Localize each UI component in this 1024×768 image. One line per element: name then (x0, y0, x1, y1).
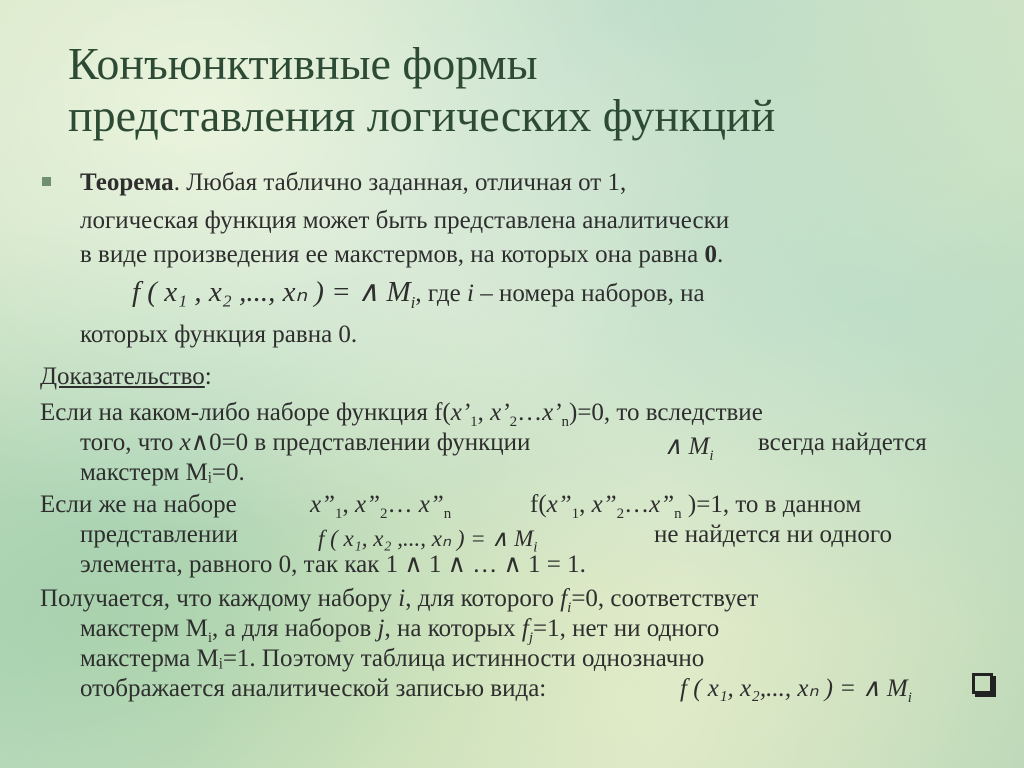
proof-p1-line-1: Если на каком-либо наборе функция $f(x’_1$, $x’_2\dots x’_n)=0$, то вследствие (40, 399, 763, 430)
proof-p3-line-2: макстерм $M_i$, а для наборов j, на которых $f_j=1$, нет ни одного (80, 615, 720, 646)
proof-p3-line-1: Получается, что каждому набору i, для которого $f_i=0$, соответствует (40, 585, 759, 616)
theorem-line-2: логическая функция может быть представлена аналитически (80, 207, 730, 234)
proof-p1-formula: ∧ $M_i$ (664, 433, 714, 464)
theorem-formula: f ( x₁ , x₂ ,..., xₙ ) = ∧ $M_i$, где i – номера наборов, на (132, 276, 705, 312)
theorem-label: Теорема (80, 169, 174, 196)
slide-title (68, 38, 775, 142)
proof-p2-line-1-set: $x”_1$, $x”_2\dots$ $x”_n$ (310, 491, 452, 522)
title-line-2: представления логических функций (68, 90, 776, 141)
proof-p2-line-3: элемента, равного 0, так как 1 ∧ 1 ∧ … ∧ 1 = 1. (80, 551, 586, 578)
proof-p3-line-3: макстерма Mᵢ=1. Поэтому таблица истинности однозначно (80, 645, 705, 672)
proof-p1-line-2: того, что x∧0=0 в представлении функции (80, 429, 531, 456)
proof-p2-line-1-start: Если же на наборе (40, 491, 237, 518)
proof-p2-line-2-start: представлении (80, 521, 238, 548)
proof-p2-line-2-end: не найдется ни одного (654, 521, 892, 548)
proof-p1-line-2-end: всегда найдется (758, 429, 927, 456)
proof-p3-line-4: отображается аналитической записью вида: (80, 675, 547, 702)
title-line-1: Конъюнктивные формы (68, 38, 538, 89)
bullet-square-icon (42, 177, 51, 186)
proof-p2-formula: f ( x₁, x₂ ,..., xₙ ) = ∧ $M_i$ (318, 526, 538, 556)
theorem-line-3: в виде произведения ее макстермов, на которых она равна 0. (80, 241, 724, 268)
proof-p1-line-3: макстерм Mᵢ=0. (80, 459, 245, 486)
end-of-proof-icon (972, 673, 993, 694)
theorem-line-5: которых функция равна 0. (80, 321, 358, 348)
proof-p3-formula: f ( x₁, x₂,..., xₙ ) = ∧ $M_i$ (680, 675, 912, 706)
theorem-line-1: Теорема. Любая таблично заданная, отличная от 1, (80, 169, 627, 196)
proof-heading: Доказательство: (40, 363, 212, 390)
proof-p2-line-1-end: $f(x”_1$, $x”_2\dots x”_n$ )=1, то в данном (530, 491, 862, 522)
